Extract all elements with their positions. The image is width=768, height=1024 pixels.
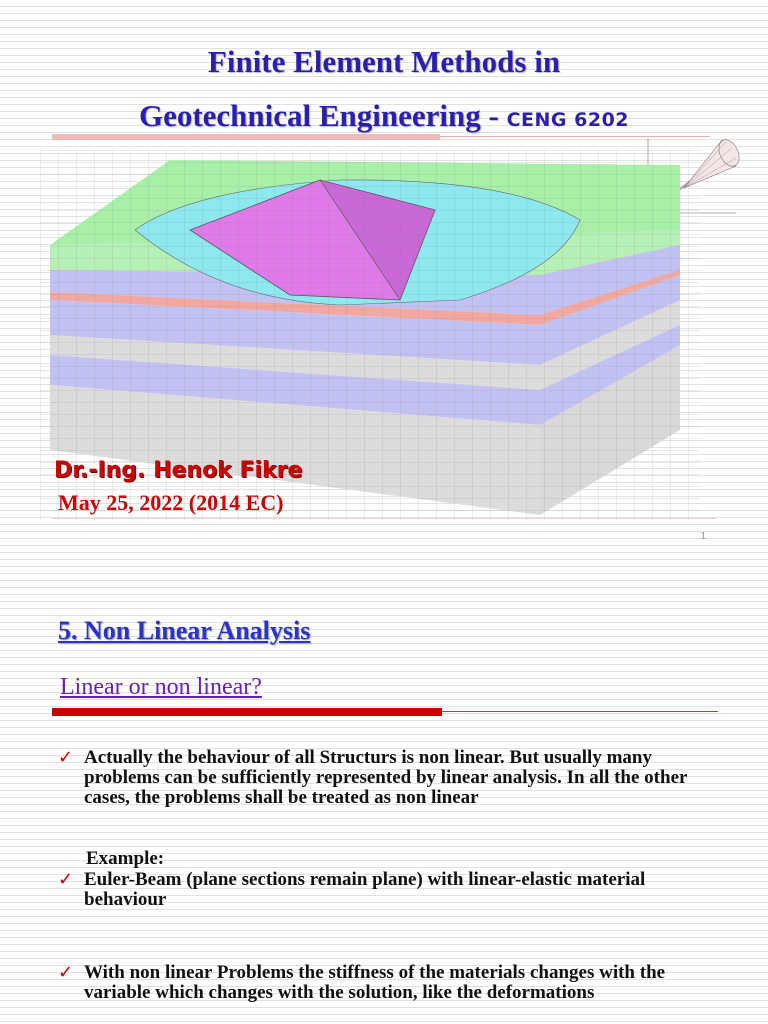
section-heading: 5. Non Linear Analysis <box>58 616 311 645</box>
check-icon: ✓ <box>58 962 74 983</box>
subheading-accent-rule <box>442 711 718 712</box>
bullet-text: With non linear Problems the stiffness of the materials changes with the variable which changes with the solution, like the deformations <box>84 962 666 1003</box>
presentation-date: May 25, 2022 (2014 EC) <box>58 490 284 515</box>
title-accent-bar <box>52 134 440 140</box>
slide-bottom-rule <box>52 518 716 519</box>
content-slide <box>0 548 768 1024</box>
section-subheading: Linear or non linear? <box>60 674 262 700</box>
course-code: CENG 6202 <box>506 109 630 131</box>
title-line-1: Finite Element Methods in <box>207 44 561 79</box>
title-line-2-text: Geotechnical Engineering - <box>138 98 499 133</box>
bullet-item <box>58 963 728 1003</box>
subheading-accent-bar <box>52 708 442 716</box>
example-label: Example: <box>86 848 165 869</box>
bullet-text: Actually the behaviour of all Structurs is non linear. But usually many problems can be sufficiently represented by linear analysis. In all the other cases, the problems shall be treated as non linear <box>84 747 688 808</box>
bullet-text: Euler-Beam (plane sections remain plane) with linear-elastic material behaviour <box>84 869 646 910</box>
bullet-item <box>58 748 728 808</box>
check-icon: ✓ <box>58 869 74 890</box>
bullet-item <box>58 870 728 910</box>
check-icon: ✓ <box>58 747 74 768</box>
author-name: Dr.-Ing. Henok Fikre <box>54 458 303 483</box>
slide-number: 1 <box>700 531 706 542</box>
